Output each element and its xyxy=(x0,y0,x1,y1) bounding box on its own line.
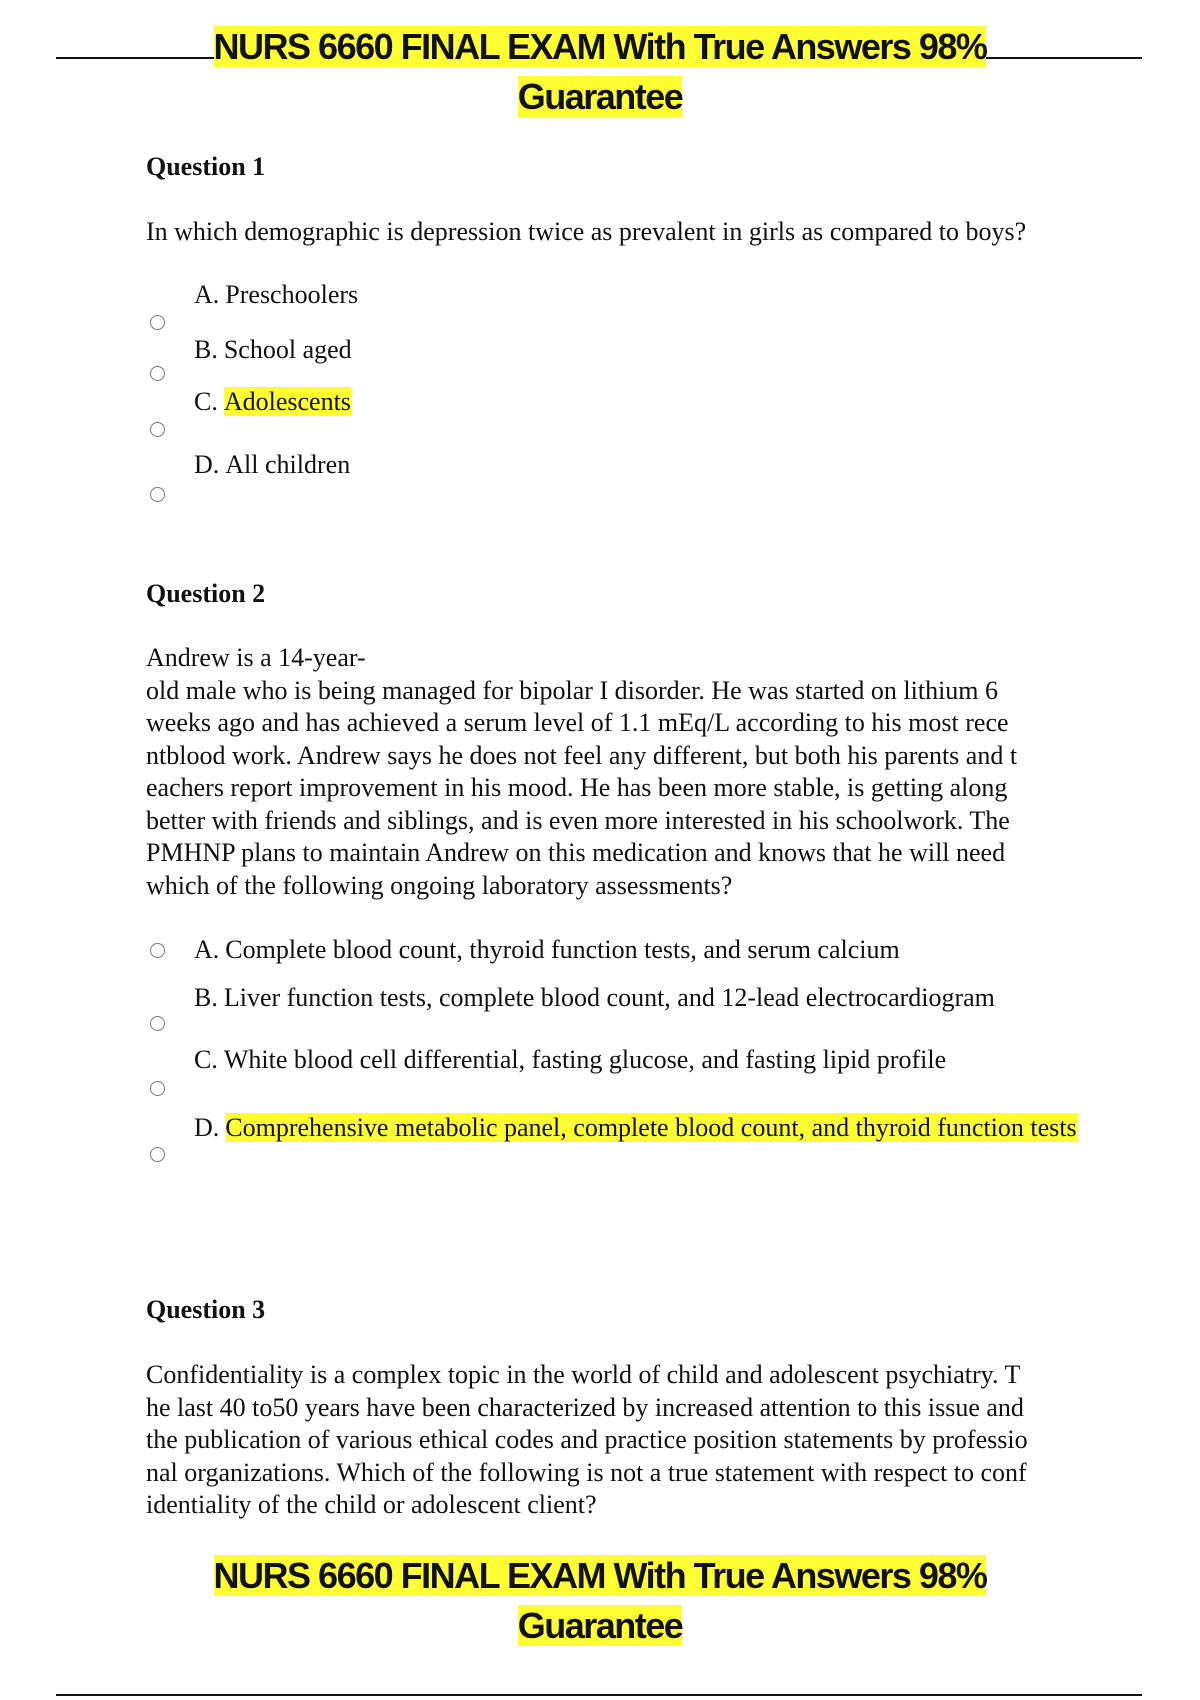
question-1-text: In which demographic is depression twice as prevalent in girls as compared to boys? xyxy=(146,217,1027,246)
footer-title-line1: NURS 6660 FINAL EXAM With True Answers 98% xyxy=(213,1555,987,1596)
footer-title-line2: Guarantee xyxy=(517,1605,683,1646)
footer-title xyxy=(0,1551,1200,1651)
question-2-heading: Question 2 xyxy=(146,579,266,608)
q1-option-c: C. Adolescents xyxy=(194,387,351,416)
q2-option-d-radio[interactable] xyxy=(150,1147,165,1162)
header-title-line2: Guarantee xyxy=(517,76,683,117)
q1-option-b: B. School aged xyxy=(194,335,352,364)
q1-option-a-radio[interactable] xyxy=(150,315,165,330)
q1-option-a: A. Preschoolers xyxy=(194,280,359,309)
q2-option-b-radio[interactable] xyxy=(150,1016,165,1031)
q2-option-d: D. Comprehensive metabolic panel, complete blood count, and thyroid function tests xyxy=(194,1113,1077,1142)
question-3-text: Confidentiality is a complex topic in the world of child and adolescent psychiatry. T he last 40 to50 years have been characterized by increased attention to this issue and the publication of various ethical codes and practice position statements by professio nal organizations. Which of the following is not a true statement with respect to conf identiality of the child or adolescent client? xyxy=(146,1360,1028,1519)
q2-option-c: C. White blood cell differential, fasting glucose, and fasting lipid profile xyxy=(194,1045,947,1074)
question-2-text: Andrew is a 14-year- old male who is being managed for bipolar I disorder. He was started on lithium 6 weeks ago and has achieved a serum level of 1.1 mEq/L according to his most rece ntblood work. Andrew says he does not feel any different, but both his parents and t eachers report improvement in his mood. He has been more stable, is getting along better with friends and siblings, and is even more interested in his schoolwork. The PMHNP plans to maintain Andrew on this medication and knows that he will need which of the following ongoing laboratory assessments? xyxy=(146,643,1018,900)
q2-option-d-highlight: Comprehensive metabolic panel, complete blood count, and thyroid function tests xyxy=(225,1113,1077,1142)
q2-option-a-radio[interactable] xyxy=(150,943,165,958)
question-1-heading: Question 1 xyxy=(146,152,266,181)
q1-option-d: D. All children xyxy=(194,450,351,479)
header-title-line1: NURS 6660 FINAL EXAM With True Answers 98% xyxy=(213,26,987,67)
q1-option-b-radio[interactable] xyxy=(150,366,165,381)
footer-rule xyxy=(56,1694,1142,1696)
q1-option-c-highlight: Adolescents xyxy=(223,387,351,416)
header-title xyxy=(0,22,1200,122)
q1-option-d-radio[interactable] xyxy=(150,487,165,502)
question-3-heading: Question 3 xyxy=(146,1295,266,1324)
q2-option-b: B. Liver function tests, complete blood count, and 12-lead electrocardiogram xyxy=(194,983,995,1012)
q2-option-a: A. Complete blood count, thyroid function tests, and serum calcium xyxy=(194,935,900,964)
q1-option-c-radio[interactable] xyxy=(150,422,165,437)
q2-option-c-radio[interactable] xyxy=(150,1081,165,1096)
